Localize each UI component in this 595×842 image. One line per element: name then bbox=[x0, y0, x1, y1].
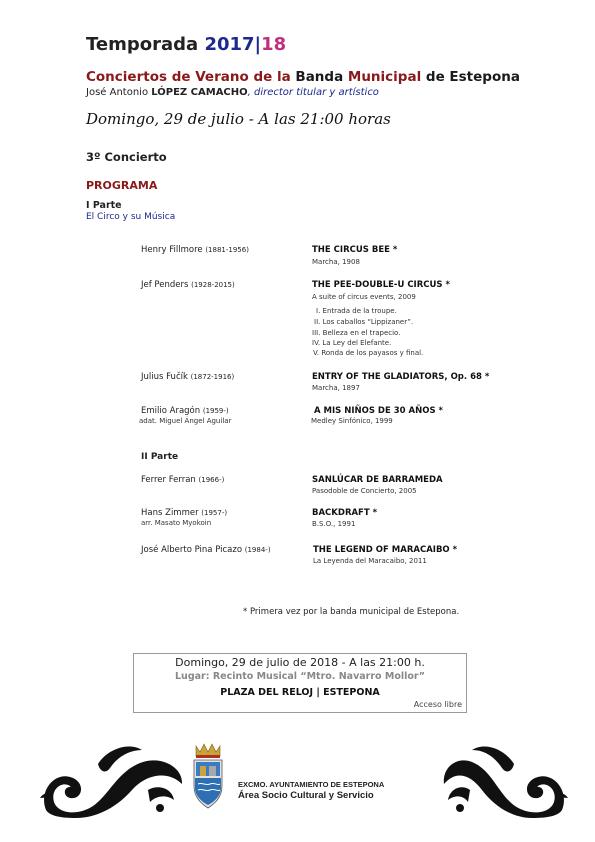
arranger: arr. Masato Myokoin bbox=[141, 519, 212, 527]
series-part-3: Municipal bbox=[347, 69, 426, 85]
movement: V. Ronda de los payasos y final. bbox=[313, 349, 424, 357]
work-subtitle: La Leyenda del Maracaibo, 2011 bbox=[313, 557, 427, 565]
work-title: THE LEGEND OF MARACAIBO * bbox=[313, 545, 458, 555]
work-title: SANLÚCAR DE BARRAMEDA bbox=[312, 475, 443, 485]
movement: III. Belleza en el trapecio. bbox=[312, 329, 401, 337]
composer: Emilio Aragón (1959-) bbox=[141, 406, 229, 416]
coat-of-arms-icon bbox=[190, 742, 226, 812]
part-one-subtitle: El Circo y su Música bbox=[86, 212, 176, 222]
event-place: PLAZA DEL RELOJ | ESTEPONA bbox=[220, 687, 380, 698]
season-year-start: 2017 bbox=[204, 34, 255, 55]
season-word: Temporada bbox=[86, 34, 205, 55]
work-title: THE PEE-DOUBLE-U CIRCUS * bbox=[312, 280, 450, 290]
footnote: * Primera vez por la banda municipal de Estepona. bbox=[243, 607, 460, 617]
event-info-box bbox=[133, 653, 467, 713]
concert-dateline: Domingo, 29 de julio - A las 21:00 horas bbox=[86, 110, 391, 128]
director-first-name: José Antonio bbox=[86, 87, 152, 98]
work-subtitle: B.S.O., 1991 bbox=[312, 520, 356, 528]
work-subtitle: Pasodoble de Concierto, 2005 bbox=[312, 487, 417, 495]
composer: Ferrer Ferran (1966-) bbox=[141, 475, 225, 485]
movement: IV. La Ley del Elefante. bbox=[312, 339, 392, 347]
work-subtitle: A suite of circus events, 2009 bbox=[312, 293, 416, 301]
composer: Hans Zimmer (1957-) bbox=[141, 508, 228, 518]
work-title: ENTRY OF THE GLADIATORS, Op. 68 * bbox=[312, 372, 490, 382]
season-year-end: 18 bbox=[261, 34, 287, 55]
work-subtitle: Marcha, 1897 bbox=[312, 384, 360, 392]
left-ornament-icon bbox=[38, 740, 188, 820]
work-title: THE CIRCUS BEE * bbox=[312, 245, 398, 255]
event-venue: Lugar: Recinto Musical “Mtro. Navarro Mollor” bbox=[175, 671, 425, 682]
director-line bbox=[86, 87, 379, 98]
organization-name: EXCMO. AYUNTAMIENTO DE ESTEPONA bbox=[238, 780, 385, 789]
right-ornament-icon bbox=[440, 740, 570, 820]
series-part-1: Conciertos de Verano de la bbox=[86, 69, 296, 85]
event-access: Acceso libre bbox=[413, 700, 462, 709]
concert-series-title bbox=[86, 69, 520, 85]
organization-department: Área Socio Cultural y Servicio bbox=[238, 790, 374, 801]
arranger: adat. Miguel Ángel Aguilar bbox=[139, 417, 232, 425]
work-title: A MIS NIÑOS DE 30 AÑOS * bbox=[314, 406, 443, 416]
part-two-title: II Parte bbox=[141, 452, 179, 462]
director-surname: LÓPEZ CAMACHO bbox=[151, 87, 248, 98]
movement: II. Los caballos “Lippizaner”. bbox=[314, 318, 414, 326]
work-subtitle: Medley Sinfónico, 1999 bbox=[311, 417, 393, 425]
season-separator: | bbox=[254, 34, 262, 55]
series-part-4: de Estepona bbox=[425, 69, 520, 85]
season-title bbox=[86, 34, 286, 55]
event-date: Domingo, 29 de julio de 2018 - A las 21:00 h. bbox=[175, 656, 425, 669]
director-role: , director titular y artístico bbox=[247, 87, 379, 98]
work-subtitle: Marcha, 1908 bbox=[312, 258, 360, 266]
movement: I. Entrada de la troupe. bbox=[316, 307, 397, 315]
composer: Henry Fillmore (1881-1956) bbox=[141, 245, 249, 255]
composer: José Alberto Pina Picazo (1984-) bbox=[141, 545, 271, 555]
concert-number: 3º Concierto bbox=[86, 150, 167, 164]
composer: Julius Fučík (1872-1916) bbox=[141, 372, 235, 382]
composer: Jef Penders (1928-2015) bbox=[141, 280, 235, 290]
part-one-title: I Parte bbox=[86, 200, 122, 211]
series-part-2: Banda bbox=[295, 69, 348, 85]
program-heading: PROGRAMA bbox=[86, 179, 158, 192]
work-title: BACKDRAFT * bbox=[312, 508, 378, 518]
